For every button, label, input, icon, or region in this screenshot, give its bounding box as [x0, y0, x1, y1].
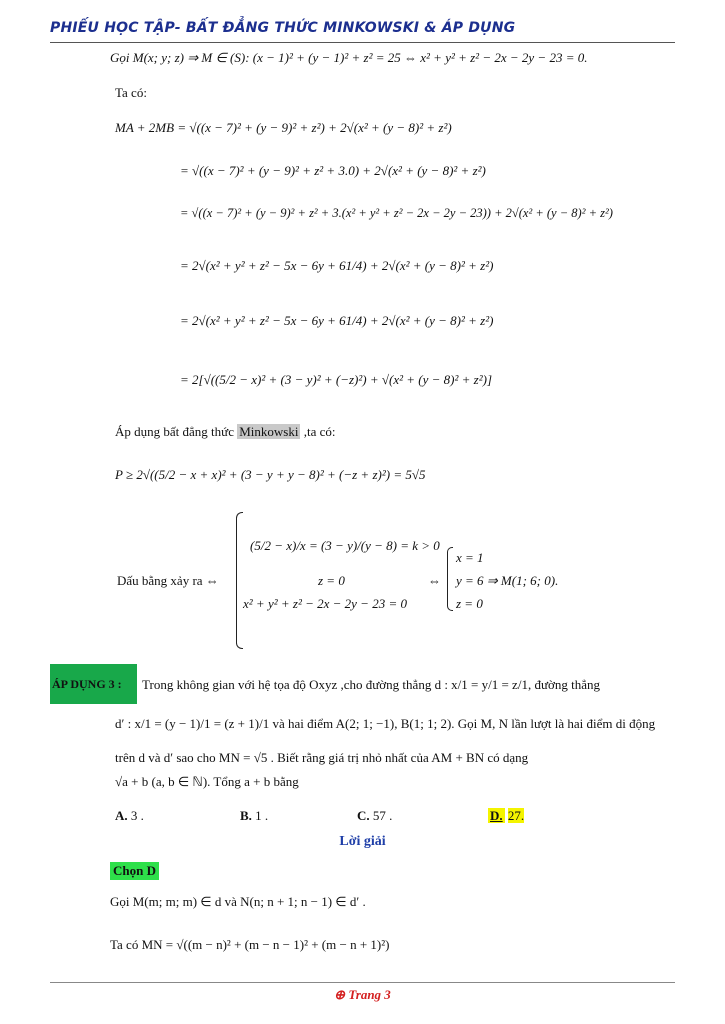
minkowski-highlight: Minkowski — [239, 424, 299, 439]
option-a-label: A. — [115, 808, 128, 823]
option-a[interactable] — [115, 808, 144, 824]
problem-line-1: Trong không gian với hệ tọa độ Oxyz ,cho đường thẳng d : x/1 = y/1 = z/1, đường thẳng — [142, 677, 600, 692]
chosen-answer-badge: Chọn D — [110, 862, 159, 880]
line-eq-2: = √((x − 7)² + (y − 9)² + z² + 3.0) + 2√(x² + (y − 8)² + z²) — [180, 163, 486, 178]
system-eq-1: (5/2 − x)/x = (3 − y)/(y − 8) = k > 0 — [250, 538, 440, 553]
system-eq-3: x² + y² + z² − 2x − 2y − 23 = 0 — [243, 596, 407, 611]
line-eq-4: = 2√(x² + y² + z² − 5x − 6y + 61/4) + 2√(x² + (y − 8)² + z²) — [180, 258, 494, 273]
line-inequality-p: P ≥ 2√((5/2 − x + x)² + (3 − y + y − 8)² + (−z + z)²) = 5√5 — [115, 467, 426, 482]
result-z: z = 0 — [456, 596, 483, 611]
option-c-label: C. — [357, 808, 370, 823]
page-number: ⊕ Trang 3 — [334, 987, 391, 1002]
option-c[interactable] — [357, 808, 392, 824]
page-header-title: PHIẾU HỌC TẬP- BẤT ĐẲNG THỨC MINKOWSKI & ÁP DỤNG — [50, 20, 516, 36]
ap-dung-3-badge: ÁP DỤNG 3 : — [50, 664, 137, 704]
problem-line-4: √a + b (a, b ∈ ℕ). Tổng a + b bằng — [115, 774, 299, 789]
option-d[interactable] — [488, 808, 524, 824]
equivalence-arrow: ⇔ — [428, 573, 441, 588]
option-c-value: 57 . — [372, 808, 393, 823]
system-eq-2: z = 0 — [318, 573, 345, 588]
minkowski-pre: Áp dụng bất đẳng thức — [115, 424, 238, 439]
footer-divider — [50, 982, 675, 983]
solution-title: Lời giải — [339, 834, 386, 849]
problem-line-2: d′ : x/1 = (y − 1)/1 = (z + 1)/1 và hai điểm A(2; 1; −1), B(1; 1; 2). Gọi M, N lần lượt là hai điểm di động — [115, 716, 656, 731]
line-ma-2mb: MA + 2MB = √((x − 7)² + (y − 9)² + z²) + 2√(x² + (y − 8)² + z²) — [115, 120, 452, 135]
option-b[interactable] — [240, 808, 268, 824]
option-b-label: B. — [240, 808, 252, 823]
problem-line-3: trên d và d′ sao cho MN = √5 . Biết rằng giá trị nhỏ nhất của AM + BN có dạng — [115, 750, 529, 765]
line-minkowski — [115, 424, 335, 440]
result-brace-left — [447, 547, 453, 611]
line-ta-co: Ta có: — [115, 85, 147, 100]
option-a-value: 3 . — [130, 808, 144, 823]
result-y-m: y = 6 ⇒ M(1; 6; 0). — [456, 573, 559, 588]
line-eq-6: = 2[√((5/2 − x)² + (3 − y)² + (−z)²) + √(x² + (y − 8)² + z²)] — [180, 372, 493, 387]
option-b-value: 1 . — [255, 808, 269, 823]
line-eq-5: = 2√(x² + y² + z² − 5x − 6y + 61/4) + 2√(x² + (y − 8)² + z²) — [180, 313, 494, 328]
line-define-m: Gọi M(x; y; z) ⇒ M ∈ (S): (x − 1)² + (y − 1)² + z² = 25 ⇔ x² + y² + z² − 2x − 2y − 23 = 0. — [110, 50, 588, 65]
option-d-label: D. — [490, 808, 503, 823]
solution-line-2: Ta có MN = √((m − n)² + (m − n − 1)² + (m − n + 1)²) — [110, 937, 390, 952]
equality-label: Dấu bằng xảy ra ⇔ — [117, 573, 219, 588]
minkowski-post: ,ta có: — [300, 424, 336, 439]
system-brace-left — [236, 512, 243, 649]
option-d-value: 27. — [507, 808, 525, 823]
result-x: x = 1 — [456, 550, 484, 565]
header-divider — [50, 42, 675, 43]
line-eq-3: = √((x − 7)² + (y − 9)² + z² + 3.(x² + y² + z² − 2x − 2y − 23)) + 2√(x² + (y − 8)² + z²) — [180, 206, 613, 220]
solution-line-1: Gọi M(m; m; m) ∈ d và N(n; n + 1; n − 1) ∈ d′ . — [110, 894, 366, 909]
